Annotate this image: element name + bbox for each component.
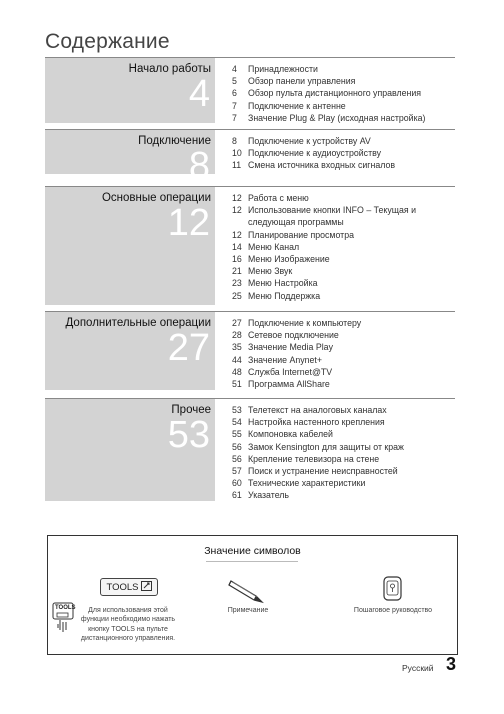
toc-item[interactable] — [232, 453, 457, 465]
tools-caption: Для использования этой функции необходимо нажать кнопку TOOLS на пульте дистанционного управления. — [80, 607, 176, 642]
note-caption: Примечание — [227, 607, 269, 614]
toc-item-text: Обзор пульта дистанционного управления — [248, 88, 422, 99]
toc-item-text: Подключение к компьютеру — [248, 318, 362, 328]
page-number: 3 — [446, 654, 457, 674]
section-header-box — [45, 399, 215, 501]
toc-item-page: 53 — [232, 405, 242, 415]
section-number: 53 — [167, 414, 210, 456]
note-pencil-icon — [228, 576, 268, 609]
toc-item-list — [232, 192, 457, 302]
toc-section-getting-started — [45, 57, 455, 123]
toc-item-text: Технические характеристики — [248, 478, 366, 489]
toc-item-page: 11 — [232, 160, 242, 171]
toc-item-page: 12 — [232, 229, 242, 240]
toc-item-page: 16 — [232, 254, 242, 265]
tools-icon — [141, 581, 152, 594]
toc-item-list — [232, 63, 457, 124]
toc-item[interactable] — [232, 135, 457, 147]
guide-caption: Пошаговое руководство — [353, 607, 433, 614]
toc-item-text: Меню Настройка — [248, 278, 318, 289]
toc-item[interactable] — [232, 87, 457, 99]
toc-item-text: Сетевое подключение — [248, 330, 339, 341]
toc-item-page: 8 — [232, 136, 237, 146]
toc-item[interactable] — [232, 477, 457, 489]
toc-item-text: Меню Изображение — [248, 254, 330, 265]
toc-section-basic-operations — [45, 186, 455, 305]
toc-item-text: Телетекст на аналоговых каналах — [248, 405, 387, 415]
toc-item-page: 12 — [232, 193, 242, 203]
toc-item-page: 55 — [232, 429, 242, 440]
toc-section-connections — [45, 129, 455, 187]
toc-item-page: 23 — [232, 278, 242, 289]
toc-item-page: 7 — [232, 100, 237, 111]
symbols-legend-box — [47, 535, 458, 655]
toc-item[interactable] — [232, 147, 457, 159]
toc-item-text: Значение Plug & Play (исходная настройка) — [248, 112, 426, 123]
section-number: 27 — [167, 327, 210, 369]
toc-item-text: Поиск и устранение неисправностей — [248, 466, 398, 477]
toc-item-text: Значение Anynet+ — [248, 354, 322, 365]
toc-item[interactable] — [232, 100, 457, 112]
page-title: Содержание — [45, 30, 170, 53]
toc-item[interactable] — [232, 341, 457, 353]
toc-item[interactable] — [232, 277, 457, 289]
section-header-box — [45, 58, 215, 123]
toc-item-text: Меню Звук — [248, 266, 293, 277]
toc-item-page: 60 — [232, 478, 242, 489]
toc-item[interactable] — [232, 265, 457, 277]
toc-item-text: Программа AllShare — [248, 379, 330, 390]
toc-item-text: Служба Internet@TV — [248, 366, 333, 377]
toc-item[interactable] — [232, 489, 457, 501]
toc-item-page: 27 — [232, 318, 242, 328]
toc-item-text: Настройка настенного крепления — [248, 417, 385, 428]
toc-item-page: 12 — [232, 205, 242, 216]
toc-item-text: Меню Канал — [248, 241, 300, 252]
toc-item-page: 25 — [232, 290, 242, 301]
section-header-box — [45, 187, 215, 305]
toc-item-page: 48 — [232, 366, 242, 377]
toc-item-page: 5 — [232, 76, 237, 87]
toc-item-text: Компоновка кабелей — [248, 429, 333, 440]
toc-item[interactable] — [232, 404, 457, 416]
step-guide-icon — [383, 576, 403, 607]
section-number: 12 — [167, 202, 210, 244]
section-number: 4 — [188, 73, 210, 115]
toc-item[interactable] — [232, 241, 457, 253]
section-name: Начало работы — [128, 63, 211, 75]
toc-item-page: 57 — [232, 466, 242, 477]
toc-item-list — [232, 317, 457, 390]
toc-item-page: 4 — [232, 64, 237, 74]
toc-item-page: 51 — [232, 379, 242, 390]
toc-item[interactable] — [232, 192, 457, 204]
toc-item-text: Меню Поддержка — [248, 290, 321, 301]
section-name: Основные операции — [101, 192, 211, 204]
page-language: Русский — [402, 663, 434, 673]
toc-item-list — [232, 404, 457, 502]
toc-item-text: Планирование просмотра — [248, 229, 354, 240]
toc-item[interactable] — [232, 253, 457, 265]
toc-item-page: 14 — [232, 241, 242, 252]
toc-item-text: Подключение к аудиоустройству — [248, 148, 381, 159]
toc-section-advanced-operations — [45, 311, 455, 390]
toc-item-list — [232, 135, 457, 172]
toc-item[interactable] — [232, 63, 457, 75]
section-name: Прочее — [171, 404, 211, 416]
toc-item-text: Значение Media Play — [248, 342, 333, 353]
toc-item-page: 54 — [232, 417, 242, 428]
toc-item-page: 6 — [232, 88, 237, 99]
toc-item[interactable] — [232, 354, 457, 366]
toc-item-page: 56 — [232, 453, 242, 464]
toc-item[interactable] — [232, 329, 457, 341]
section-header-box — [45, 130, 215, 187]
toc-item-page: 44 — [232, 354, 242, 365]
toc-item-page: 7 — [232, 112, 237, 123]
toc-item-text: Обзор панели управления — [248, 76, 356, 87]
toc-item-page: 21 — [232, 266, 242, 277]
toc-item[interactable] — [232, 428, 457, 440]
toc-item-text: Смена источника входных сигналов — [248, 160, 396, 171]
toc-section-other — [45, 398, 455, 501]
toc-item[interactable] — [232, 366, 457, 378]
toc-item[interactable] — [232, 416, 457, 428]
toc-item[interactable] — [232, 229, 457, 241]
legend-title: Значение символов — [204, 545, 301, 557]
toc-item-page: 35 — [232, 342, 242, 353]
toc-item-text: Подключение к устройству AV — [248, 136, 371, 146]
toc-item-text: Принадлежности — [248, 64, 318, 74]
toc-item-page: 56 — [232, 441, 242, 452]
toc-item-page: 28 — [232, 330, 242, 341]
remote-tools-label: TOOLS — [55, 605, 76, 611]
toc-item-text: Подключение к антенне — [248, 100, 346, 111]
toc-item[interactable] — [232, 290, 457, 302]
section-name: Дополнительные операции — [65, 317, 211, 329]
legend-title-underline — [206, 561, 298, 562]
toc-item-text: Замок Kensington для защиты от краж — [248, 441, 404, 452]
section-number: 8 — [188, 145, 210, 187]
toc-item[interactable] — [232, 441, 457, 453]
toc-item[interactable] — [232, 112, 457, 124]
toc-item[interactable] — [232, 378, 457, 390]
toc-item-text: Крепление телевизора на стене — [248, 453, 380, 464]
section-name: Подключение — [138, 135, 211, 147]
toc-item-text: Работа с меню — [248, 193, 309, 203]
toc-item-page: 10 — [232, 148, 242, 159]
toc-item-text: Использование кнопки INFO – Текущая и следующая программы — [248, 205, 417, 228]
toc-item-text: Указатель — [248, 490, 290, 501]
section-header-box — [45, 312, 215, 390]
toc-item[interactable] — [232, 204, 457, 228]
toc-item[interactable] — [232, 159, 457, 171]
toc-item-page: 61 — [232, 490, 242, 501]
toc-item[interactable] — [232, 75, 457, 87]
toc-item[interactable] — [232, 317, 457, 329]
tools-badge-label: TOOLS — [106, 581, 139, 593]
tools-badge — [100, 578, 158, 596]
toc-item[interactable] — [232, 465, 457, 477]
